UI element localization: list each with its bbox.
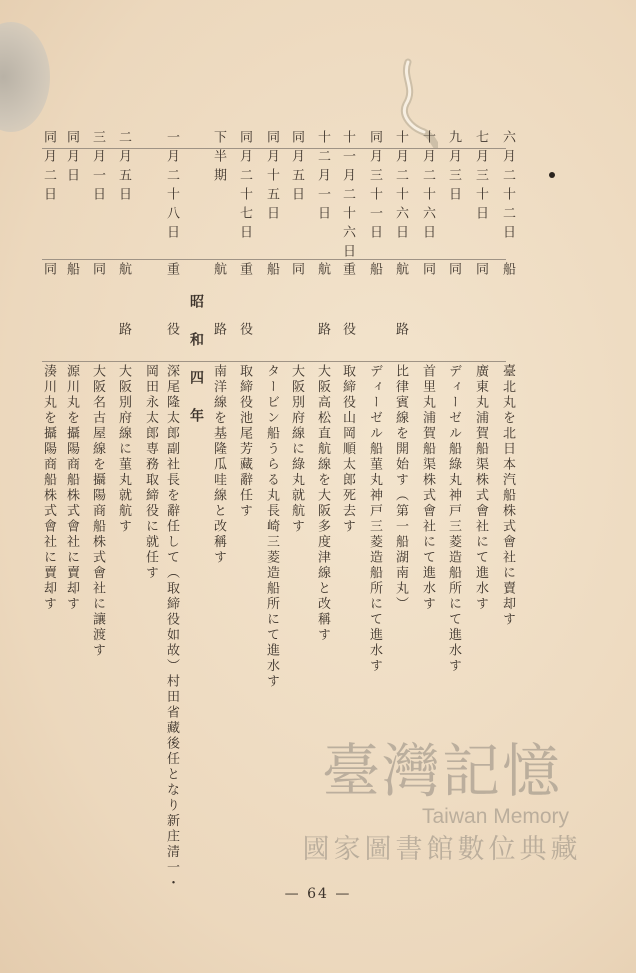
entry-type: 航路 <box>116 262 131 382</box>
entry-type: 航路 <box>393 262 408 382</box>
entry-type: 船 <box>64 262 79 322</box>
entry-description: 比律賓線を開始す（第一船湖南丸） <box>393 364 408 612</box>
entry-type: 船 <box>367 262 382 322</box>
entry-description: 大阪別府線に菫丸就航す <box>116 364 131 535</box>
entry-description: 湊川丸を攝陽商船株式會社に賣却す <box>41 364 56 612</box>
entry-date: 三月一日 <box>90 130 105 206</box>
entry-description: ディーゼル船菫丸神戸三菱造船所にて進水す <box>367 364 382 674</box>
entry-type: 航路 <box>315 262 330 382</box>
entry-date: 十月二十六日 <box>420 130 435 244</box>
ink-dot <box>549 172 555 178</box>
entry-date: 九月三日 <box>446 130 461 206</box>
entry-date: 同月十五日 <box>264 130 279 225</box>
entry-date: 一月二十八日 <box>164 130 179 244</box>
entry-type: 同 <box>446 262 461 322</box>
entry-description: 大阪名古屋線を攝陽商船株式會社に讓渡す <box>90 364 105 659</box>
entry-description: 取締役池尾芳藏辭任す <box>237 364 252 519</box>
torn-paper-corner <box>0 22 50 132</box>
entry-type: 同 <box>41 262 56 322</box>
watermark-english-text: Taiwan Memory <box>422 805 570 828</box>
entry-date: 同月二十七日 <box>237 130 252 244</box>
entry-description: タービン船うらる丸長崎三菱造船所にて進水す <box>264 364 279 690</box>
entry-type: 船 <box>500 262 515 322</box>
entry-type: 重役 <box>237 262 252 382</box>
watermark-main-text: 臺灣記憶 <box>321 737 562 805</box>
entry-description: 岡田永太郎専務取締役に就任す <box>143 364 158 581</box>
section-heading: 昭和四年 <box>188 294 204 446</box>
entry-date: 同月三十一日 <box>367 130 382 244</box>
entry-type: 航路 <box>211 262 226 382</box>
taiwan-memory-watermark <box>282 738 602 870</box>
entry-type: 重役 <box>340 262 355 382</box>
entry-description: 南洋線を基隆瓜哇線と改稱す <box>211 364 226 566</box>
entry-type: 同 <box>420 262 435 322</box>
entry-type: 同 <box>289 262 304 322</box>
entry-date: 十一月二十六日 <box>340 130 355 263</box>
entry-date: 六月二十二日 <box>500 130 515 244</box>
entry-description: 廣東丸浦賀船渠株式會社にて進水す <box>473 364 488 612</box>
entry-date: 同月二日 <box>41 130 56 206</box>
entry-date: 同月日 <box>64 130 79 187</box>
entry-date: 二月五日 <box>116 130 131 206</box>
entry-type: 重役 <box>164 262 179 382</box>
entry-date: 七月三十日 <box>473 130 488 225</box>
entry-type: 同 <box>90 262 105 322</box>
entry-description: 取締役山岡順太郎死去す <box>340 364 355 535</box>
entry-date: 十二月一日 <box>315 130 330 225</box>
entry-description: 大阪別府線に綠丸就航す <box>289 364 304 535</box>
entry-description: 臺北丸を北日本汽船株式會社に賣却す <box>500 364 515 628</box>
entry-date: 下半期 <box>211 130 226 187</box>
entry-description: 大阪高松直航線を大阪多度津線と改稱す <box>315 364 330 643</box>
column-rule-date <box>42 259 506 260</box>
entry-description: ディーゼル船綠丸神戸三菱造船所にて進水す <box>446 364 461 674</box>
entry-date: 同月五日 <box>289 130 304 206</box>
entry-type: 同 <box>473 262 488 322</box>
entry-description: 深尾隆太郎副社長を辭任して（取締役如故）村田省藏後任となり新庄清一・ <box>164 364 179 891</box>
entry-description: 首里丸浦賀船渠株式會社にて進水す <box>420 364 435 612</box>
entry-type: 船 <box>264 262 279 322</box>
entry-description: 源川丸を攝陽商船株式會社に賣却す <box>64 364 79 612</box>
page-number: — 64 — <box>284 886 352 902</box>
entry-date: 十月二十六日 <box>393 130 408 244</box>
watermark-library-text: 國家圖書館數位典藏 <box>302 834 582 865</box>
